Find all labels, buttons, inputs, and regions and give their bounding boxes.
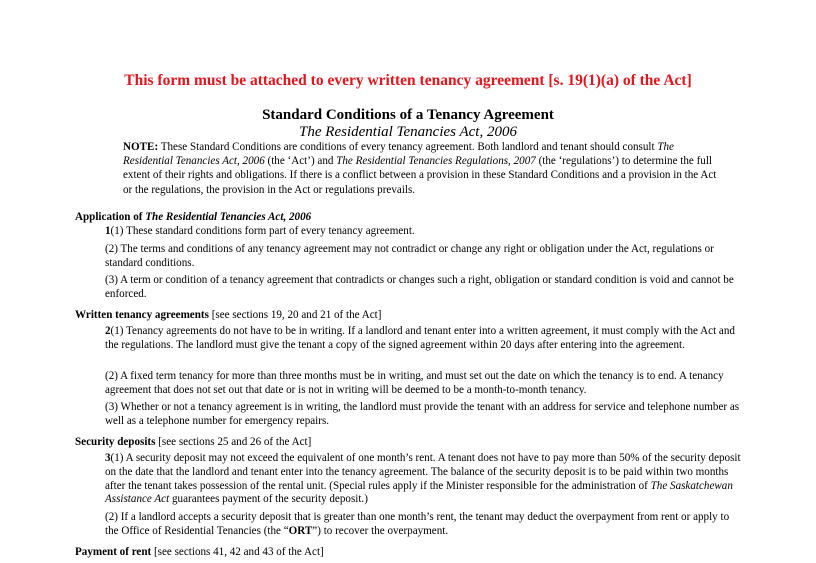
clause-text: guarantees payment of the security deposit.) [169, 493, 368, 506]
clause-1-1 [105, 225, 745, 239]
section-heading-text: Written tenancy agreements [75, 309, 209, 321]
clause-2-2: (2) A fixed term tenancy for more than three months must be in writing, and must set out the date on which the tenancy is to end. A tenancy agreement that does not set out that date or is not in writing will be deemed to be a month-to-month tenancy. [105, 370, 724, 396]
attachment-notice: This form must be attached to every written tenancy agreement [s. 19(1)(a) of the Act] [124, 72, 692, 89]
note-act-name: The Residential Tenancies Act, 2006 [123, 141, 674, 168]
clause-text: ”) to recover the overpayment. [312, 524, 449, 537]
clause-text: (2) If a landlord accepts a security deposit that is greater than one month’s rent, the tenant may deduct the overpayment from rent or apply to the Office of Residential Tenancies (the “ [105, 511, 730, 537]
note-text: (the ‘regulations’) to determine the full extent of their rights and obligations. If there is a conflict between a provision in these Standard Conditions and a provision in the Act or the regulations, the provision in the Act or regulations prevails. [123, 155, 717, 196]
section-heading-application [75, 210, 311, 224]
section-heading-text: Security deposits [75, 436, 156, 448]
clause-3-1 [105, 452, 745, 507]
clause-abbrev: ORT [288, 524, 313, 537]
page-subtitle: The Residential Tenancies Act, 2006 [299, 124, 517, 140]
clause-number: 1 [105, 225, 111, 237]
note-paragraph [123, 140, 723, 197]
clause-text: (1) These standard conditions form part of every tenancy agreement. [110, 225, 415, 237]
clause-act-name: The Saskatchewan Assistance Act [105, 479, 733, 506]
note-text: (the ‘Act’) and [264, 155, 337, 168]
section-heading-ref: [see sections 41, 42 and 43 of the Act] [151, 546, 324, 558]
note-label: NOTE: [123, 141, 159, 153]
section-heading-written [75, 308, 381, 322]
note-regs-name: The Residential Tenancies Regulations, 2007 [336, 155, 536, 168]
section-heading-security [75, 435, 311, 449]
clause-2-3: (3) Whether or not a tenancy agreement is in writing, the landlord must provide the tenant with an address for service and telephone number as well as a telephone number for emergency repairs. [105, 401, 740, 427]
section-heading-text: Payment of rent [75, 546, 152, 558]
clause-2-1 [105, 325, 745, 353]
section-heading-rent [75, 545, 324, 559]
clause-number: 3 [105, 452, 111, 464]
section-heading-text: Application of [75, 211, 146, 223]
clause-1-3: (3) A term or condition of a tenancy agreement that contradicts or changes such a right, obligation or standard condition is void and cannot be enforced. [105, 274, 734, 300]
clause-3-2 [105, 511, 745, 539]
section-heading-act: The Residential Tenancies Act, 2006 [145, 211, 312, 223]
clause-1-2: (2) The terms and conditions of any tenancy agreement may not contradict or change any right or obligation under the Act, regulations or standard conditions. [105, 243, 714, 269]
clause-number: 2 [105, 325, 111, 337]
page-title: Standard Conditions of a Tenancy Agreement [262, 107, 554, 123]
clause-text: (1) A security deposit may not exceed the equivalent of one month’s rent. A tenant does not have to pay more than 50% of the security deposit on the date that the landlord and tenant enter into the tenancy agreement. The balance of the security deposit is to be paid within two months after the tenant takes possession of the rental unit. (Special rules apply if the Minister responsible for the administration of [105, 452, 741, 492]
section-heading-ref: [see sections 19, 20 and 21 of the Act] [208, 309, 382, 321]
clause-text: (1) Tenancy agreements do not have to be in writing. If a landlord and tenant enter into a written agreement, it must comply with the Act and the regulations. The landlord must give the tenant a copy of the signed agreement within 20 days after entering into the agreement. [105, 325, 735, 351]
note-text: These Standard Conditions are conditions of every tenancy agreement. Both landlord and tenant should consult [158, 141, 658, 153]
section-heading-ref: [see sections 25 and 26 of the Act] [155, 436, 312, 448]
